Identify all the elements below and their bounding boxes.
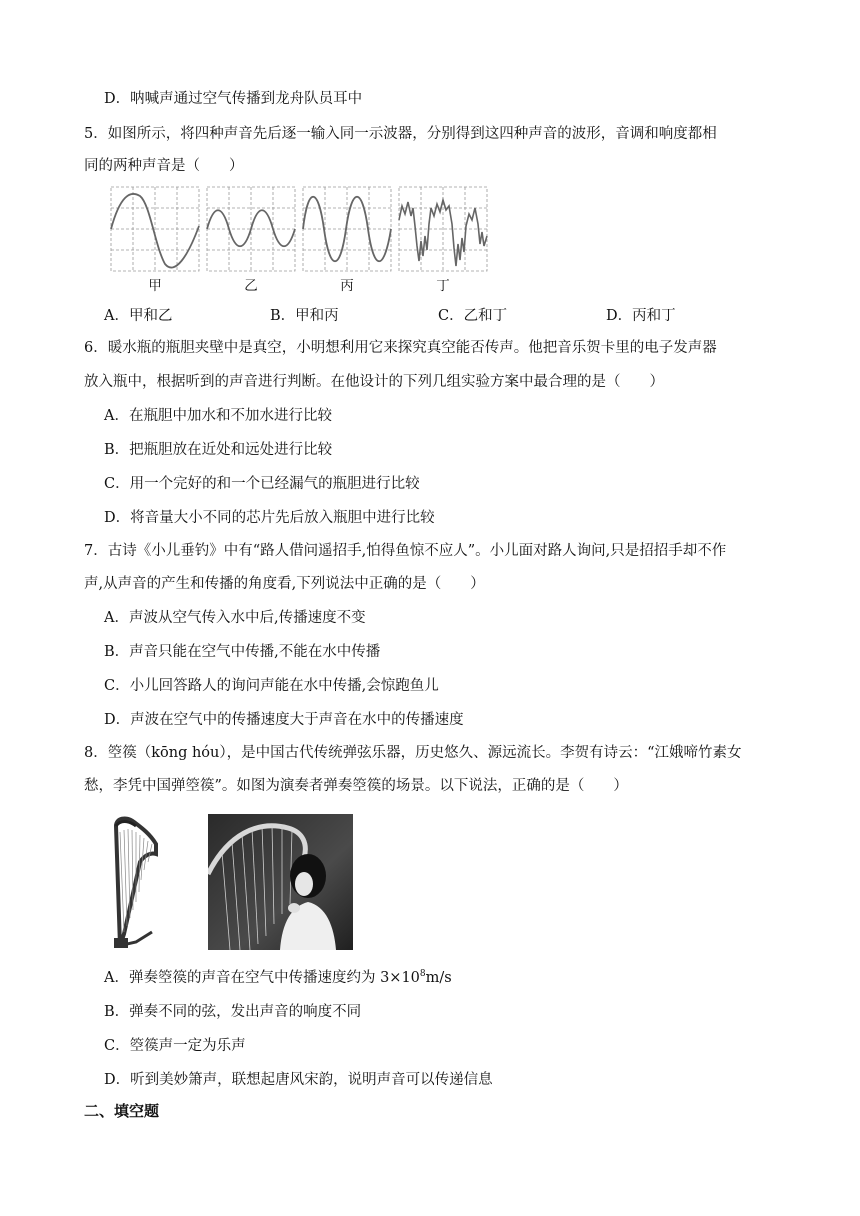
wave-label-ding: 丁 <box>436 278 450 294</box>
q6-option-b: B．把瓶胆放在近处和远处进行比较 <box>104 442 333 458</box>
wave-label-jia: 甲 <box>148 278 162 294</box>
q5-option-b: B．甲和丙 <box>270 308 339 324</box>
q8-option-b: B．弹奏不同的弦，发出声音的响度不同 <box>104 1004 362 1020</box>
wave-label-bing: 丙 <box>340 278 354 294</box>
q8-option-c: C．箜篌声一定为乐声 <box>104 1038 246 1054</box>
q7-option-b: B．声音只能在空气中传播,不能在水中传播 <box>104 644 381 660</box>
q5-option-d: D．丙和丁 <box>606 308 676 324</box>
harp-image <box>106 814 160 950</box>
q5-option-c: C．乙和丁 <box>438 308 508 324</box>
waveform-bing <box>302 186 392 272</box>
q7-option-c: C．小儿回答路人的询问声能在水中传播,会惊跑鱼儿 <box>104 678 439 694</box>
q8-stem-line2: 愁，李凭中国弹箜篌”。如图为演奏者弹奏箜篌的场景。以下说法，正确的是（ ） <box>84 778 628 794</box>
q6-option-d: D．将音量大小不同的芯片先后放入瓶胆中进行比较 <box>104 510 435 526</box>
q8-option-d: D．听到美妙箫声，联想起唐风宋韵，说明声音可以传递信息 <box>104 1072 493 1088</box>
harp-performer-photo <box>208 814 353 950</box>
q6-option-a: A．在瓶胆中加水和不加水进行比较 <box>104 408 332 424</box>
q8-option-a: A．弹奏箜篌的声音在空气中传播速度约为 $3\times 10^8m/s$ <box>104 969 452 986</box>
q7-stem-line1: 7．古诗《小儿垂钓》中有“路人借问遥招手,怕得鱼惊不应人”。小儿面对路人询问,只是招招手却不作 <box>84 543 727 559</box>
q5-stem-line2: 同的两种声音是（ ） <box>84 158 244 174</box>
q5-stem-line1: 5．如图所示，将四种声音先后逐一输入同一示波器，分别得到这四种声音的波形，音调和响度都相 <box>84 126 717 142</box>
wave-label-yi: 乙 <box>244 278 258 294</box>
section-heading-fill-in: 二、填空题 <box>84 1102 160 1120</box>
q7-stem-line2: 声,从声音的产生和传播的角度看,下列说法中正确的是（ ） <box>84 576 485 592</box>
q7-option-d: D．声波在空气中的传播速度大于声音在水中的传播速度 <box>104 712 464 728</box>
q6-option-c: C．用一个完好的和一个已经漏气的瓶胆进行比较 <box>104 476 420 492</box>
waveform-yi <box>206 186 296 272</box>
q6-stem-line2: 放入瓶中，根据听到的声音进行判断。在他设计的下列几组实验方案中最合理的是（ ） <box>84 374 664 390</box>
q6-stem-line1: 6．暖水瓶的瓶胆夹壁中是真空，小明想利用它来探究真空能否传声。他把音乐贺卡里的电子发声器 <box>84 340 717 356</box>
q4-option-d: D．呐喊声通过空气传播到龙舟队员耳中 <box>104 91 363 107</box>
q5-option-a: A．甲和乙 <box>104 308 173 324</box>
waveform-jia <box>110 186 200 272</box>
q7-option-a: A．声波从空气传入水中后,传播速度不变 <box>104 610 366 626</box>
waveform-ding <box>398 186 488 272</box>
q8-stem-line1: 8．箜篌（kōng hóu），是中国古代传统弹弦乐器，历史悠久、源远流长。李贺有诗云：“江娥啼竹素女 <box>84 745 742 761</box>
